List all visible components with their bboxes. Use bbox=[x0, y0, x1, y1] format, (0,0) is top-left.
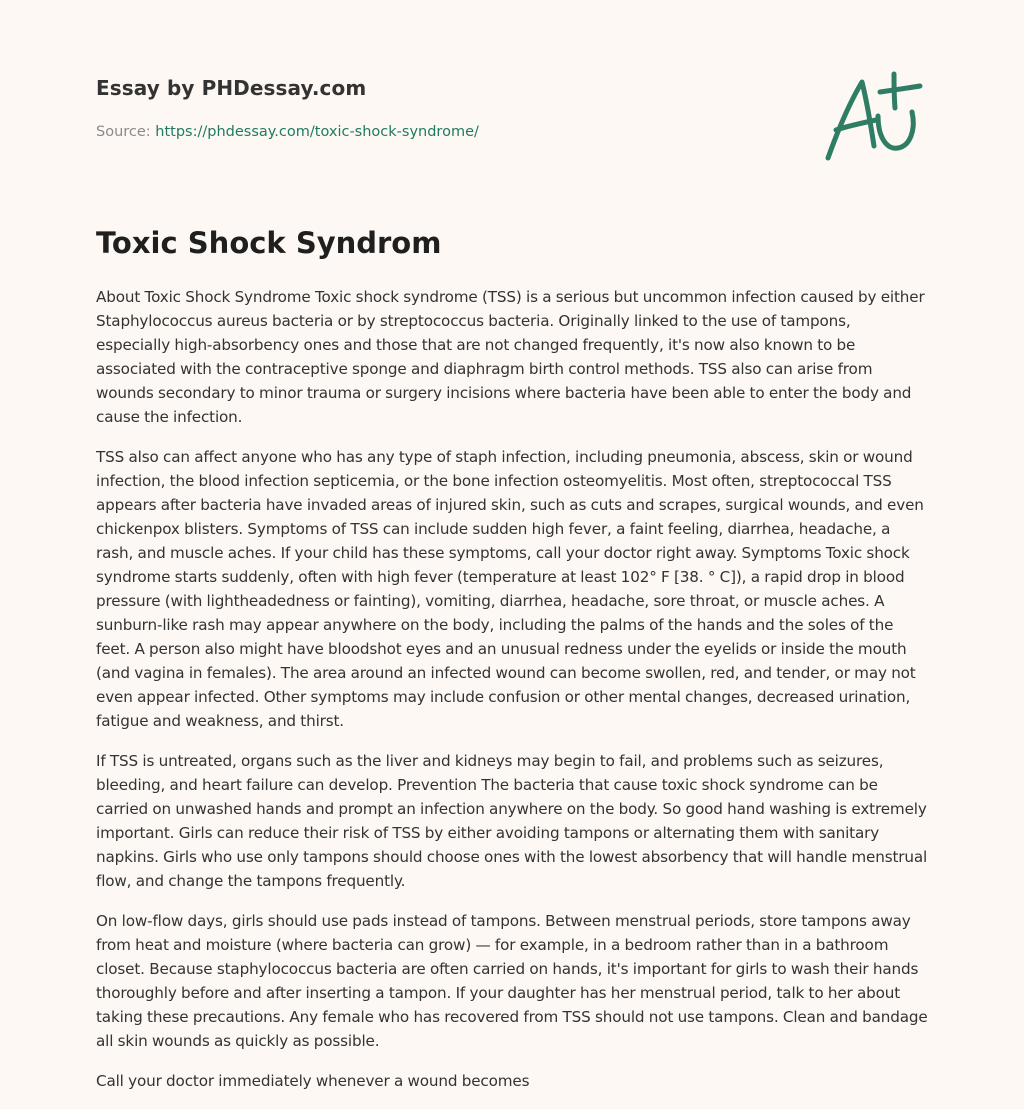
essay-paragraph: TSS also can affect anyone who has any type of staph infection, including pneumonia, abscess, skin or wound infection, the blood infection septicemia, or the bone infection osteomyelitis. Most often, streptococcal TSS appears after bacteria have invaded areas of injured skin, such as cuts and scrapes, surgical wounds, and even chickenpox blisters. Symptoms of TSS can include sudden high fever, a faint feeling, diarrhea, headache, a rash, and muscle aches. If your child has these symptoms, call your doctor right away. Symptoms Toxic shock syndrome starts suddenly, often with high fever (temperature at least 102° F [38. ° C]), a rapid drop in blood pressure (with lightheadedness or fainting), vomiting, diarrhea, headache, sore throat, or muscle aches. A sunburn-like rash may appear anywhere on the body, including the palms of the hands and the soles of the feet. A person also might have bloodshot eyes and an unusual redness under the eyelids or inside the mouth (and vagina in females). The area around an infected wound can become swollen, red, and tender, or may not even appear infected. Other symptoms may include confusion or other mental changes, decreased urination, fatigue and weakness, and thirst. bbox=[96, 448, 924, 730]
essay-paragraph: About Toxic Shock Syndrome Toxic shock syndrome (TSS) is a serious but uncommon infection caused by either Staphylococcus aureus bacteria or by streptococcus bacteria. Originally linked to the use of tampons, especially high-absorbency ones and those that are not changed frequently, it's now also known to be associated with the contraceptive sponge and diaphragm birth control methods. TSS also can arise from wounds secondary to minor trauma or surgery incisions where bacteria have been able to enter the body and cause the infection. bbox=[96, 288, 925, 426]
a-plus-logo-icon bbox=[824, 68, 926, 164]
essay-body bbox=[96, 285, 928, 1109]
essay-paragraph: If TSS is untreated, organs such as the liver and kidneys may begin to fail, and problems such as seizures, bleeding, and heart failure can develop. Prevention The bacteria that cause toxic shock syndrome can be carried on unwashed hands and prompt an infection anywhere on the body. So good hand washing is extremely important. Girls can reduce their risk of TSS by either avoiding tampons or alternating them with sanitary napkins. Girls who use only tampons should choose ones with the lowest absorbency that will handle menstrual flow, and change the tampons frequently. bbox=[96, 752, 928, 890]
site-brand: Essay by PHDessay.com bbox=[96, 76, 367, 100]
essay-paragraph: Call your doctor immediately whenever a wound becomes bbox=[96, 1072, 530, 1090]
source-link[interactable]: https://phdessay.com/toxic-shock-syndrome/ bbox=[155, 124, 479, 140]
source-label: Source: bbox=[96, 124, 156, 140]
essay-title: Toxic Shock Syndrom bbox=[96, 226, 442, 260]
essay-paragraph: On low-flow days, girls should use pads instead of tampons. Between menstrual periods, store tampons away from heat and moisture (where bacteria can grow) — for example, in a bedroom rather than in a bathroom closet. Because staphylococcus bacteria are often carried on hands, it's important for girls to wash their hands thoroughly before and after inserting a tampon. If your daughter has her menstrual period, talk to her about taking these precautions. Any female who has recovered from TSS should not use tampons. Clean and bandage all skin wounds as quickly as possible. bbox=[96, 912, 928, 1050]
source-line bbox=[96, 124, 479, 140]
